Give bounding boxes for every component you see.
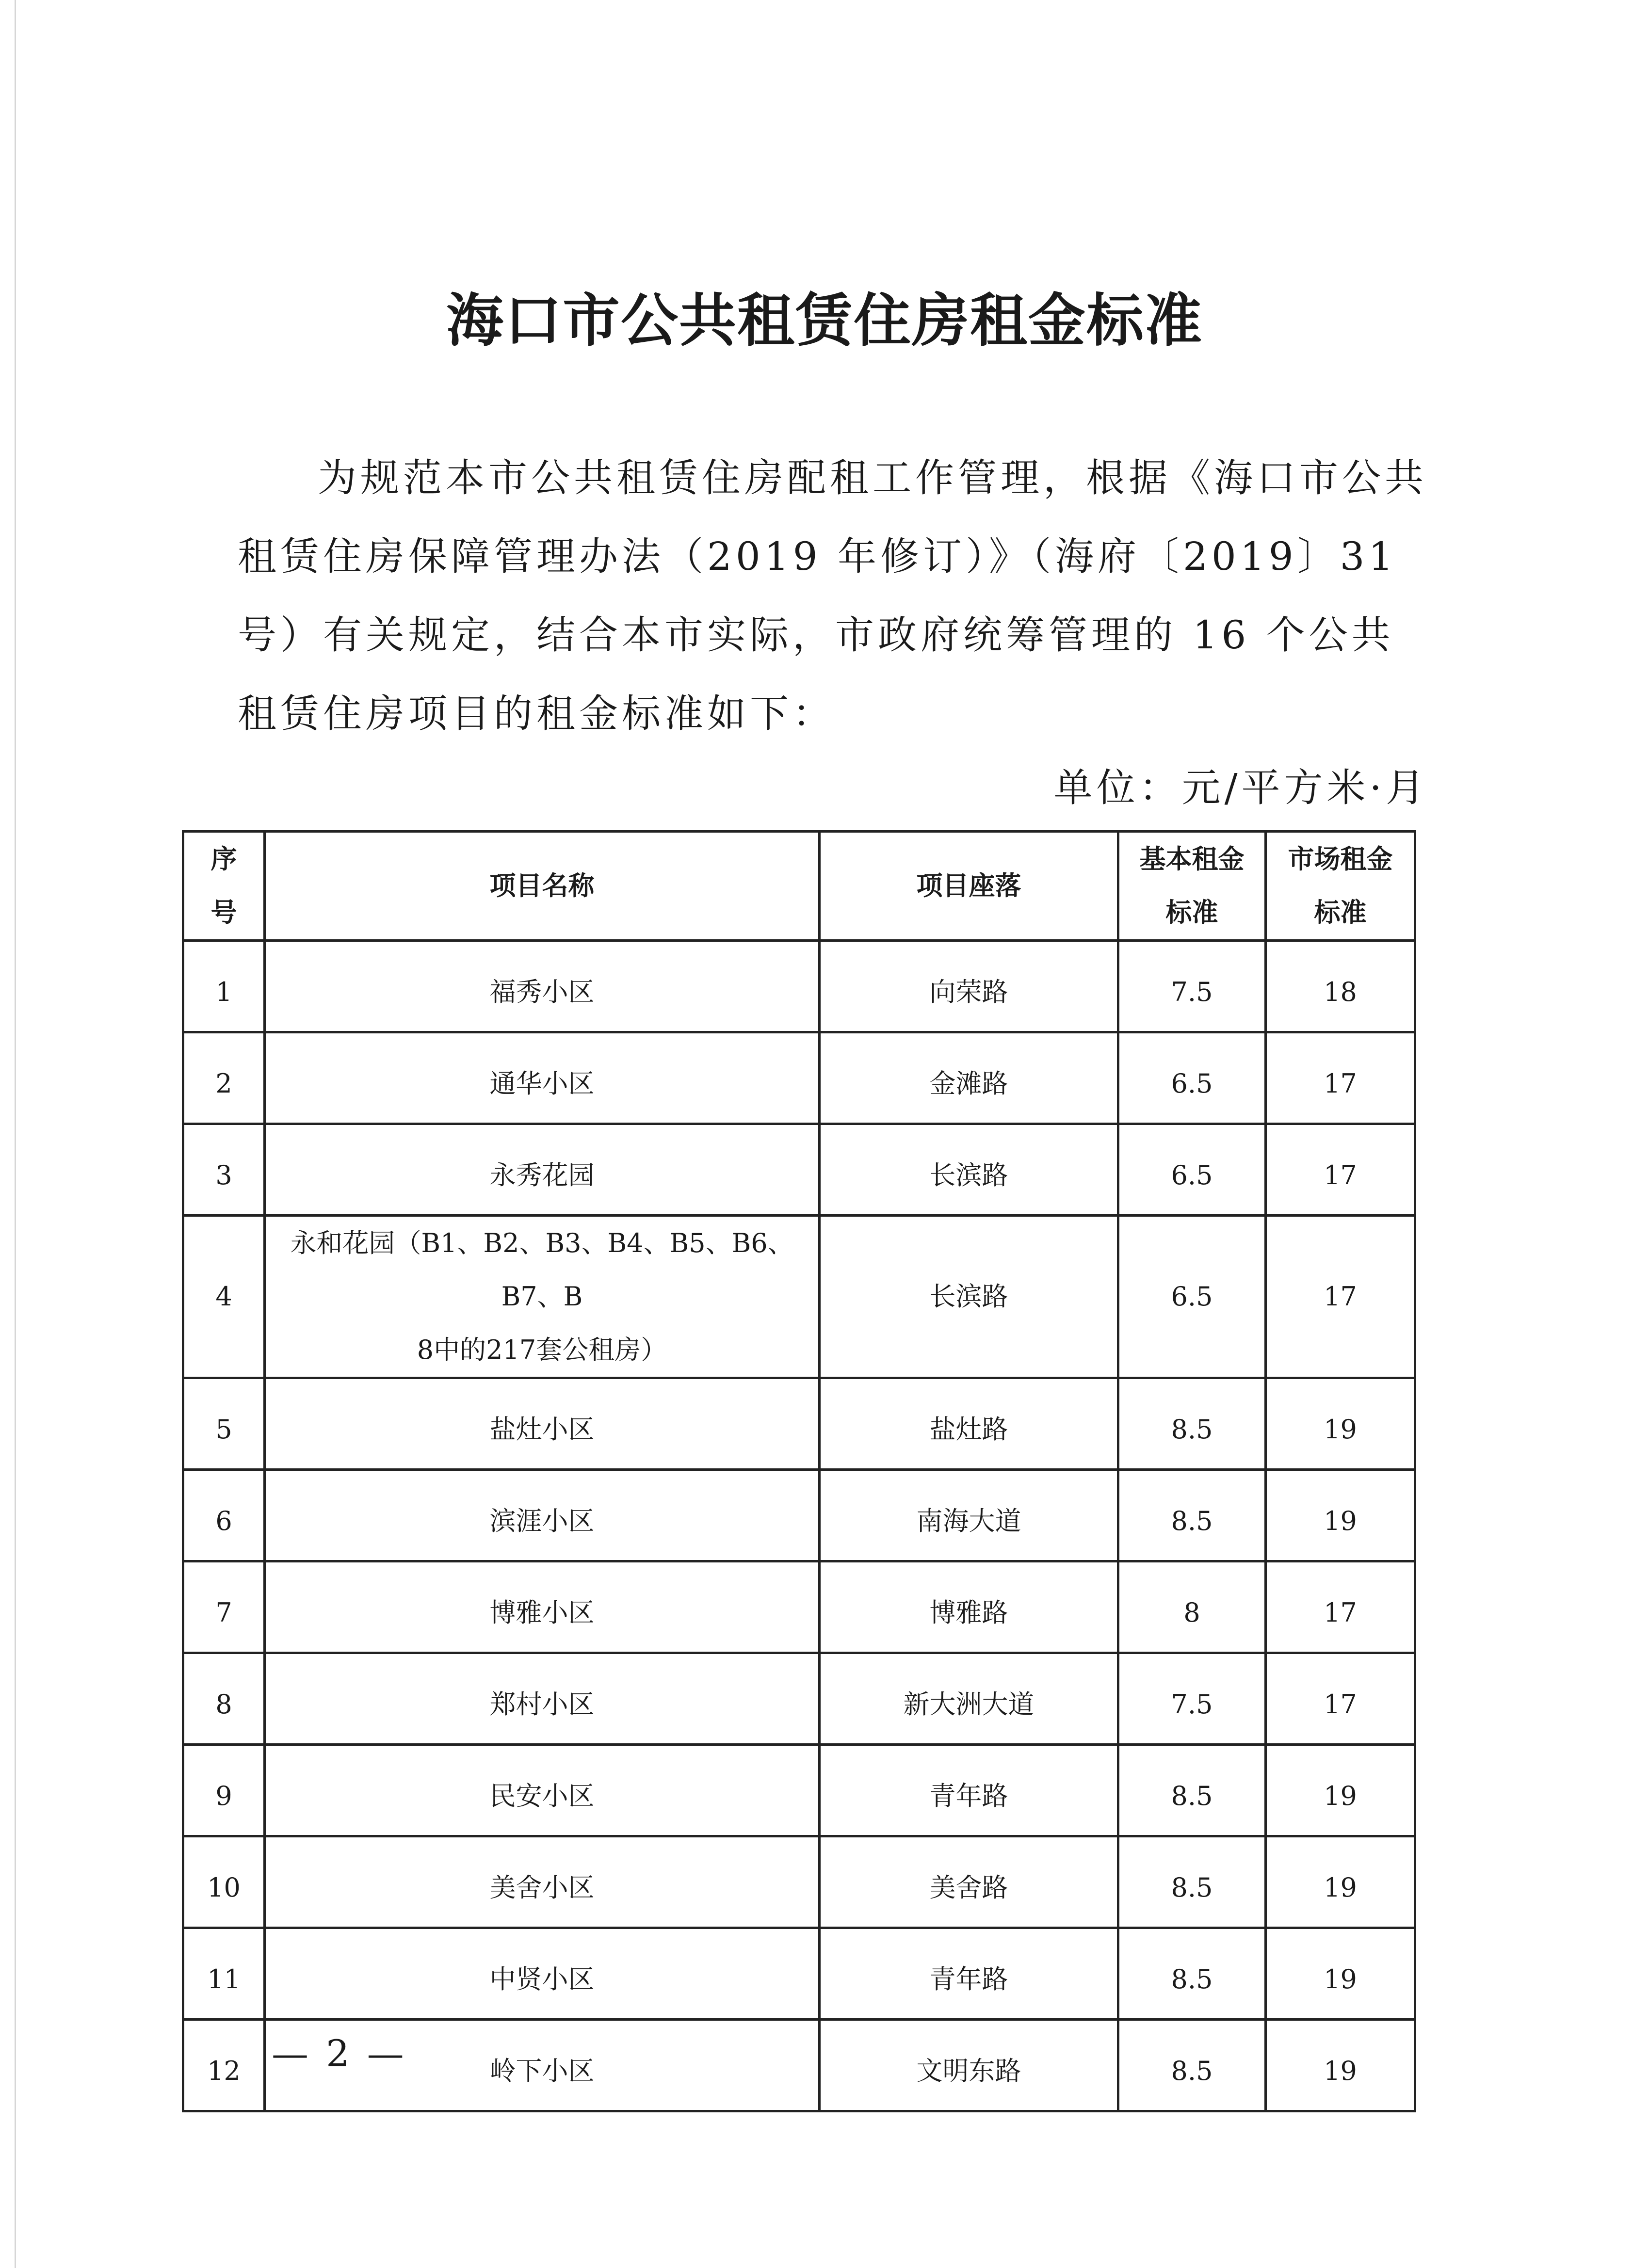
page-number: — 2 — [272, 2032, 407, 2075]
cell-name [265, 1216, 820, 1378]
cell-name: 通华小区 [265, 1032, 820, 1124]
cell-market-rent: 17 [1266, 1216, 1415, 1378]
cell-name: 民安小区 [265, 1745, 820, 1836]
table-row [183, 1653, 1415, 1745]
cell-base-rent: 6.5 [1118, 1032, 1266, 1124]
header-seq-line2: 号 [210, 897, 237, 928]
cell-market-rent: 18 [1266, 941, 1415, 1032]
header-market-rent [1266, 832, 1415, 941]
cell-location: 美舍路 [820, 1836, 1118, 1928]
cell-name: 滨涯小区 [265, 1470, 820, 1561]
cell-name: 中贤小区 [265, 1928, 820, 2020]
cell-name-line1: 永和花园（B1、B2、B3、B4、B5、B6、B7、B [290, 1228, 794, 1312]
table-row [183, 1216, 1415, 1378]
cell-seq: 9 [183, 1745, 265, 1836]
cell-base-rent: 7.5 [1118, 1653, 1266, 1745]
cell-base-rent: 6.5 [1118, 1216, 1266, 1378]
rent-standard-table [182, 830, 1416, 2112]
cell-name: 郑村小区 [265, 1653, 820, 1745]
cell-seq: 5 [183, 1378, 265, 1470]
cell-name: 美舍小区 [265, 1836, 820, 1928]
table-header-row [183, 832, 1415, 941]
document-title: 海口市公共租赁住房租金标准 [446, 287, 1203, 354]
cell-name-line2: 8中的217套公租房） [417, 1335, 667, 1365]
cell-location: 青年路 [820, 1928, 1118, 2020]
intro-paragraph: 为规范本市公共租赁住房配租工作管理，根据《海口市公共租赁住房保障管理办法（2019 年修订）》（海府〔2019〕31 号）有关规定，结合本市实际，市政府统筹管理的 16 个公共租赁住房项目的租金标准如下： [238, 455, 1427, 736]
cell-market-rent: 17 [1266, 1032, 1415, 1124]
cell-name: 博雅小区 [265, 1561, 820, 1653]
cell-location: 金滩路 [820, 1032, 1118, 1124]
cell-name: 永秀花园 [265, 1124, 820, 1216]
table-row [183, 1928, 1415, 2020]
header-market-line1: 市场租金 [1288, 844, 1393, 874]
header-seq-line1: 序 [210, 844, 237, 874]
table-row [183, 1745, 1415, 1836]
cell-market-rent: 19 [1266, 1470, 1415, 1561]
table-row [183, 1470, 1415, 1561]
table-row [183, 1032, 1415, 1124]
header-seq [183, 832, 265, 941]
cell-seq: 8 [183, 1653, 265, 1745]
cell-seq: 6 [183, 1470, 265, 1561]
cell-location: 新大洲大道 [820, 1653, 1118, 1745]
cell-market-rent: 19 [1266, 1928, 1415, 2020]
cell-base-rent: 8.5 [1118, 1928, 1266, 2020]
cell-market-rent: 19 [1266, 1745, 1415, 1836]
cell-location: 向荣路 [820, 941, 1118, 1032]
unit-label: 单位：元/平方米·月 [1053, 765, 1428, 810]
cell-seq: 3 [183, 1124, 265, 1216]
table-row [183, 1124, 1415, 1216]
cell-location: 博雅路 [820, 1561, 1118, 1653]
cell-market-rent: 17 [1266, 1561, 1415, 1653]
header-base-line1: 基本租金 [1139, 844, 1245, 874]
table-row [183, 1836, 1415, 1928]
cell-market-rent: 17 [1266, 1124, 1415, 1216]
table-row [183, 1378, 1415, 1470]
cell-location: 青年路 [820, 1745, 1118, 1836]
cell-location: 长滨路 [820, 1216, 1118, 1378]
header-location: 项目座落 [820, 832, 1118, 941]
header-base-line2: 标准 [1165, 897, 1218, 928]
cell-base-rent: 8.5 [1118, 1470, 1266, 1561]
header-base-rent [1118, 832, 1266, 941]
cell-base-rent: 8 [1118, 1561, 1266, 1653]
cell-location: 长滨路 [820, 1124, 1118, 1216]
cell-seq: 4 [183, 1216, 265, 1378]
cell-location: 文明东路 [820, 2020, 1118, 2111]
header-market-line2: 标准 [1314, 897, 1367, 928]
table-row [183, 1561, 1415, 1653]
cell-base-rent: 8.5 [1118, 1378, 1266, 1470]
table-row [183, 941, 1415, 1032]
cell-name: 盐灶小区 [265, 1378, 820, 1470]
cell-base-rent: 8.5 [1118, 1745, 1266, 1836]
cell-base-rent: 7.5 [1118, 941, 1266, 1032]
header-name: 项目名称 [265, 832, 820, 941]
cell-seq: 10 [183, 1836, 265, 1928]
cell-market-rent: 19 [1266, 1836, 1415, 1928]
cell-seq: 1 [183, 941, 265, 1032]
cell-location: 南海大道 [820, 1470, 1118, 1561]
cell-market-rent: 19 [1266, 2020, 1415, 2111]
cell-seq: 11 [183, 1928, 265, 2020]
cell-name: 岭下小区 [265, 2020, 820, 2111]
cell-market-rent: 19 [1266, 1378, 1415, 1470]
cell-name: 福秀小区 [265, 941, 820, 1032]
cell-market-rent: 17 [1266, 1653, 1415, 1745]
cell-seq: 2 [183, 1032, 265, 1124]
cell-location: 盐灶路 [820, 1378, 1118, 1470]
cell-seq: 7 [183, 1561, 265, 1653]
cell-seq: 12 [183, 2020, 265, 2111]
cell-base-rent: 8.5 [1118, 2020, 1266, 2111]
cell-base-rent: 8.5 [1118, 1836, 1266, 1928]
cell-base-rent: 6.5 [1118, 1124, 1266, 1216]
